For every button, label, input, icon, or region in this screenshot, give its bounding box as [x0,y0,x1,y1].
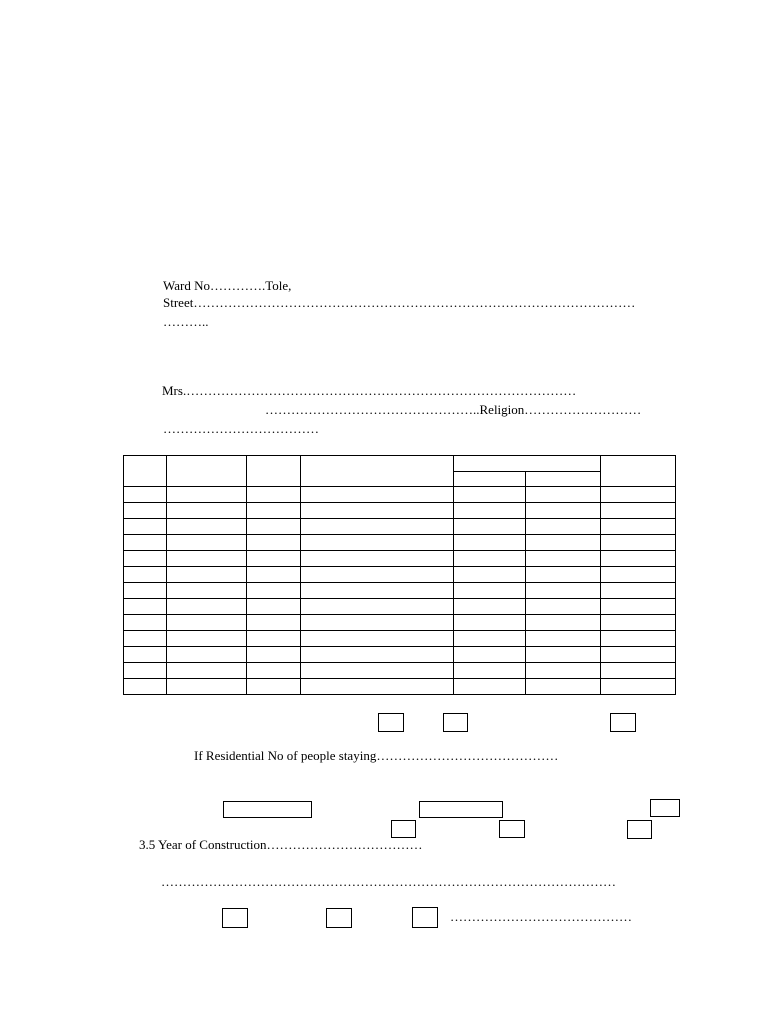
option-checkbox[interactable] [443,713,468,732]
table-cell[interactable] [167,487,247,503]
table-cell[interactable] [247,487,301,503]
table-cell[interactable] [167,615,247,631]
blank-answer-line[interactable]: …………………………………………………………………………………………… [161,874,616,889]
table-cell[interactable] [124,663,167,679]
table-row[interactable] [124,503,676,519]
table-cell[interactable] [167,583,247,599]
table-cell[interactable] [124,487,167,503]
option-checkbox[interactable] [378,713,404,732]
table-cell[interactable] [124,599,167,615]
table-cell[interactable] [247,567,301,583]
table-row[interactable] [124,551,676,567]
option-checkbox[interactable] [627,820,652,839]
table-cell[interactable] [601,663,676,679]
table-cell[interactable] [247,647,301,663]
religion-field-continued[interactable]: ……………………………… [163,421,319,436]
table-cell[interactable] [454,535,526,551]
table-row[interactable] [124,647,676,663]
table-cell[interactable] [167,631,247,647]
table-subheader-cell [454,472,526,487]
table-cell[interactable] [526,599,601,615]
table-cell[interactable] [601,647,676,663]
table-row[interactable] [124,487,676,503]
table-cell[interactable] [247,503,301,519]
option-checkbox[interactable] [610,713,636,732]
other-specify-field[interactable]: …………………………………… [450,909,632,924]
table-cell[interactable] [601,487,676,503]
table-cell[interactable] [247,599,301,615]
table-cell[interactable] [167,599,247,615]
table-cell[interactable] [167,551,247,567]
table-cell[interactable] [247,615,301,631]
table-row[interactable] [124,583,676,599]
table-cell[interactable] [124,551,167,567]
table-cell[interactable] [167,567,247,583]
table-cell[interactable] [601,567,676,583]
table-cell[interactable] [454,503,526,519]
option-checkbox[interactable] [222,908,248,928]
table-cell[interactable] [454,647,526,663]
table-cell[interactable] [301,487,454,503]
table-row[interactable] [124,519,676,535]
table-header-cell [247,456,301,487]
table-cell[interactable] [124,583,167,599]
table-cell[interactable] [454,551,526,567]
street-field[interactable]: Street………………………………………………………………………………………… [163,295,636,310]
option-checkbox[interactable] [326,908,352,928]
table-cell[interactable] [167,647,247,663]
option-checkbox[interactable] [650,799,680,817]
table-cell[interactable] [454,487,526,503]
table-cell[interactable] [301,583,454,599]
table-cell[interactable] [526,551,601,567]
table-cell[interactable] [167,503,247,519]
table-header-group-cell [454,456,601,472]
table-cell[interactable] [167,663,247,679]
mrs-name-field[interactable]: Mrs.……………………………………………………………………………… [162,383,577,398]
table-cell[interactable] [167,519,247,535]
table-cell[interactable] [526,519,601,535]
table-cell[interactable] [526,535,601,551]
table-cell[interactable] [301,647,454,663]
table-cell[interactable] [124,503,167,519]
option-checkbox[interactable] [499,820,525,838]
table-cell[interactable] [601,503,676,519]
table-cell[interactable] [247,663,301,679]
table-header-row [124,456,676,472]
table-cell[interactable] [526,487,601,503]
table-cell[interactable] [301,663,454,679]
year-of-construction-field[interactable]: 3.5 Year of Construction……………………………… [139,837,423,852]
table-cell[interactable] [301,567,454,583]
ward-tole-field[interactable]: Ward No………….Tole, [163,278,292,293]
table-cell[interactable] [601,599,676,615]
street-field-continued[interactable]: ……….. [163,314,209,329]
table-cell[interactable] [247,583,301,599]
table-subheader-cell [526,472,601,487]
table-cell[interactable] [601,551,676,567]
table-cell[interactable] [454,663,526,679]
table-row[interactable] [124,679,676,695]
table-row[interactable] [124,535,676,551]
table-row[interactable] [124,663,676,679]
table-cell[interactable] [601,679,676,695]
table-cell[interactable] [526,583,601,599]
table-cell[interactable] [301,679,454,695]
table-cell[interactable] [124,615,167,631]
table-cell[interactable] [301,599,454,615]
table-row[interactable] [124,615,676,631]
table-header-cell [124,456,167,487]
table-cell[interactable] [247,535,301,551]
table-cell[interactable] [454,615,526,631]
table-cell[interactable] [301,519,454,535]
table-header-cell [301,456,454,487]
table-cell[interactable] [526,567,601,583]
table-cell[interactable] [247,679,301,695]
table-cell[interactable] [601,615,676,631]
table-cell[interactable] [124,567,167,583]
option-checkbox[interactable] [391,820,416,838]
table-cell[interactable] [526,647,601,663]
table-cell[interactable] [247,551,301,567]
table-cell[interactable] [526,503,601,519]
table-header-cell [167,456,247,487]
religion-field[interactable]: …………………………………………..Religion……………………… [265,402,642,417]
table-cell[interactable] [301,615,454,631]
table-cell[interactable] [526,663,601,679]
table-row[interactable] [124,599,676,615]
table-row[interactable] [124,631,676,647]
table-cell[interactable] [454,679,526,695]
table-cell[interactable] [454,599,526,615]
table-cell[interactable] [124,647,167,663]
table-cell[interactable] [526,631,601,647]
table-cell[interactable] [454,567,526,583]
table-cell[interactable] [301,551,454,567]
table-row[interactable] [124,567,676,583]
wide-answer-box[interactable] [223,801,312,818]
people-staying-field[interactable]: If Residential No of people staying…………………………………… [194,748,559,763]
table-cell[interactable] [601,535,676,551]
table-cell[interactable] [454,631,526,647]
table-cell[interactable] [526,615,601,631]
table-cell[interactable] [301,503,454,519]
wide-answer-box[interactable] [419,801,503,818]
table-cell[interactable] [124,535,167,551]
table-cell[interactable] [247,631,301,647]
table-cell[interactable] [124,631,167,647]
table-cell[interactable] [124,679,167,695]
table-cell[interactable] [167,535,247,551]
household-members-table [123,455,676,695]
table-cell[interactable] [167,679,247,695]
table-cell[interactable] [601,631,676,647]
table-cell[interactable] [301,535,454,551]
table-cell[interactable] [301,631,454,647]
table-cell[interactable] [454,519,526,535]
table-cell[interactable] [601,583,676,599]
table-cell[interactable] [247,519,301,535]
option-checkbox[interactable] [412,907,438,928]
table-header-cell [601,456,676,487]
table-cell[interactable] [124,519,167,535]
table-cell[interactable] [454,583,526,599]
table-cell[interactable] [601,519,676,535]
table-cell[interactable] [526,679,601,695]
